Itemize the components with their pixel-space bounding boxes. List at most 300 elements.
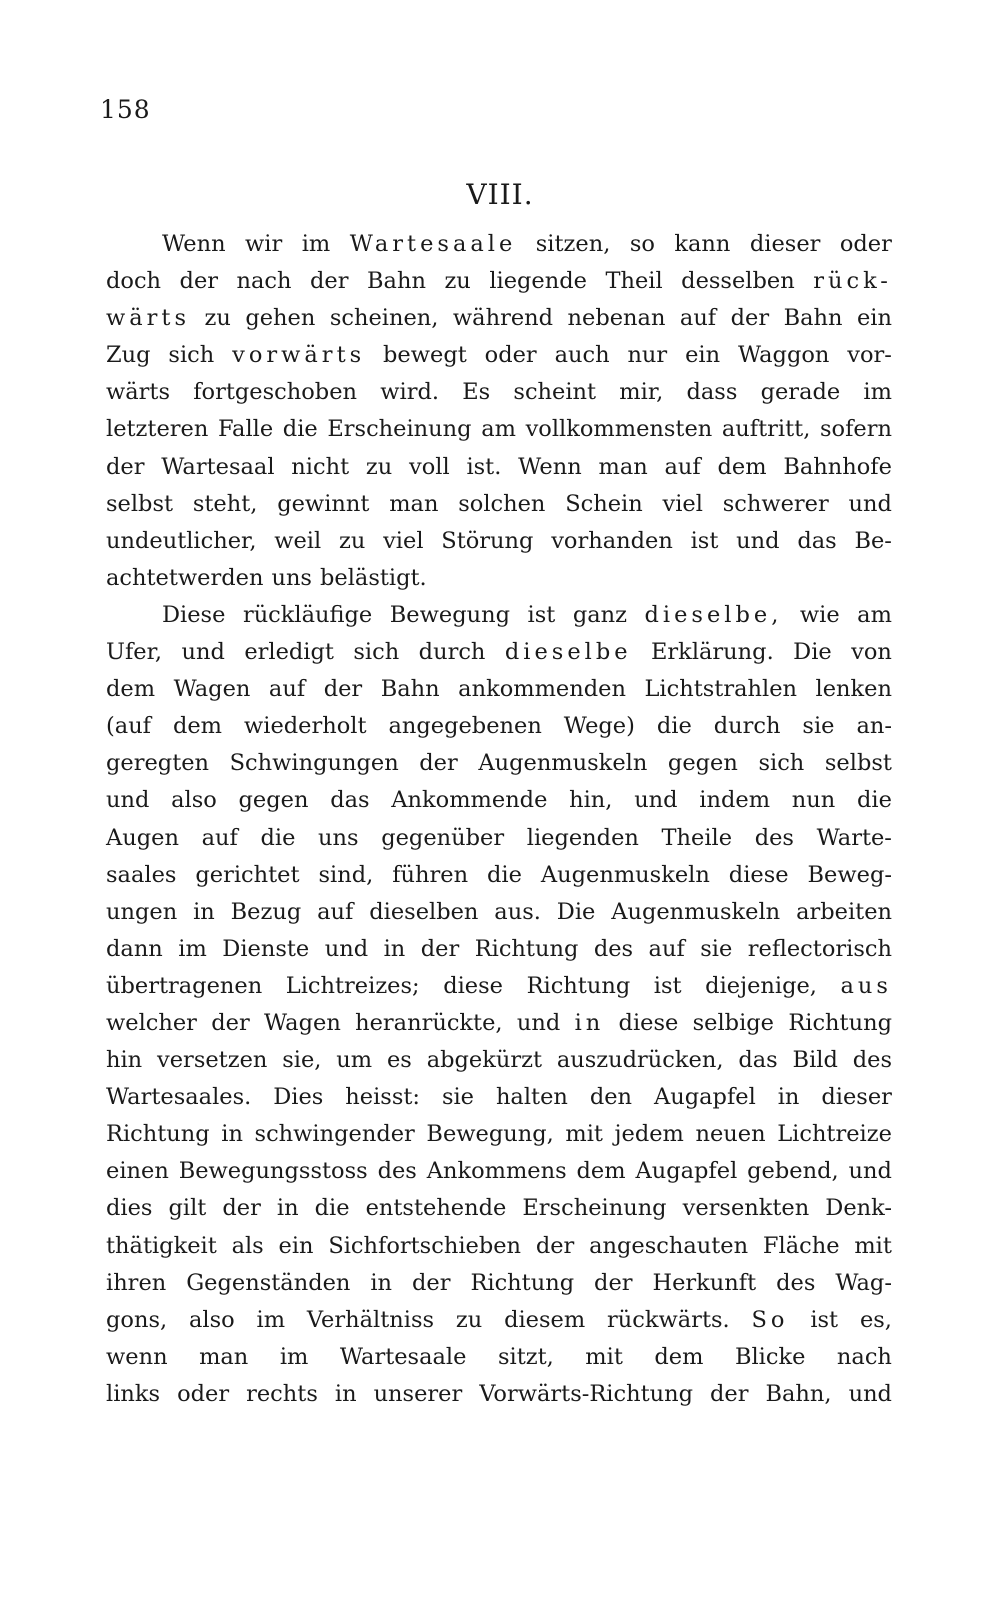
word: und [106, 787, 150, 814]
word: sofern [819, 416, 892, 443]
text-line [106, 1042, 892, 1079]
word: gilt [168, 1195, 207, 1222]
emphasized-word: So [751, 1306, 789, 1333]
word: im [279, 1343, 309, 1370]
emphasized-word: dieselbe, [644, 601, 783, 628]
word: ungen [106, 898, 178, 925]
word: in [383, 935, 406, 962]
text-line [106, 634, 892, 671]
word: selbst [824, 750, 892, 777]
word: dass [686, 379, 738, 406]
word: auszudrücken, [556, 1047, 724, 1074]
word: zu [338, 527, 366, 554]
word: Erklärung. [651, 639, 774, 666]
word: zu [455, 1306, 483, 1333]
word: liegenden [526, 824, 639, 851]
word: gebend, [747, 1158, 839, 1185]
word: jedem [614, 1121, 684, 1148]
word: Erscheinung [327, 416, 472, 443]
word: im [863, 379, 892, 406]
word: der [535, 1232, 575, 1259]
word: in [193, 898, 215, 925]
word: dies [106, 1195, 153, 1222]
word: das [330, 787, 370, 814]
word: auf [268, 676, 306, 703]
word: wenn [106, 1343, 168, 1370]
word: die [282, 416, 318, 443]
word: halten [495, 1084, 568, 1111]
word: am [857, 601, 892, 628]
word: in [777, 1084, 800, 1111]
word: indem [699, 787, 771, 814]
text-line [106, 1079, 892, 1116]
word: Wartesaales. [106, 1084, 252, 1111]
word: unserer [373, 1380, 463, 1407]
word: ist [810, 1306, 839, 1333]
word: mit [854, 1232, 892, 1259]
word: auf [664, 453, 701, 480]
word: Wenn [518, 453, 582, 480]
word: ein [685, 342, 721, 369]
word: der [594, 1269, 633, 1296]
word: und [848, 1158, 892, 1185]
word: heisst: [345, 1084, 420, 1111]
word: ist [653, 972, 682, 999]
word: so [629, 231, 655, 257]
word: Blicke [734, 1343, 806, 1370]
body-text [106, 226, 892, 1413]
word: des [593, 935, 634, 962]
word: oder [839, 231, 892, 257]
word: im [178, 935, 207, 962]
word: wird. [380, 379, 440, 406]
word: Bahn [380, 676, 440, 703]
word: vor- [847, 342, 892, 369]
word: fortgeschoben [193, 379, 358, 406]
word: man [389, 490, 439, 517]
text-line [106, 263, 892, 300]
text-line [106, 1116, 892, 1153]
word: letzteren [106, 416, 209, 443]
word: sitzt, [497, 1343, 554, 1370]
text-line [106, 1302, 892, 1339]
word: sie [441, 1084, 474, 1111]
word: der [730, 305, 770, 332]
word: es, [859, 1306, 892, 1333]
word: Ankommende [391, 787, 548, 814]
word: auf [648, 935, 685, 962]
word: sich [758, 750, 805, 777]
word: angeschauten [589, 1232, 749, 1259]
word: Beweg- [807, 861, 892, 888]
word: nach [836, 1343, 892, 1370]
text-line [106, 1190, 892, 1227]
emphasized-word: rück- [813, 268, 892, 295]
word: Wege) [563, 713, 635, 740]
word: thätigkeit [106, 1232, 217, 1259]
text-line [106, 1153, 892, 1190]
text-line [106, 968, 892, 1005]
word: diejenige, [705, 972, 817, 999]
word: wir [245, 231, 283, 257]
text-line [106, 1339, 892, 1376]
word: ein [856, 305, 892, 332]
word: nebenan [567, 305, 666, 332]
word: vorhanden [551, 527, 673, 554]
word: ihren [106, 1269, 167, 1296]
word: ein [278, 1232, 314, 1259]
word: oder [177, 1380, 230, 1407]
word: ankommenden [458, 676, 626, 703]
emphasized-word: Wartesaale [349, 231, 517, 257]
word: Dienste [222, 935, 310, 962]
word: diese [618, 1009, 679, 1036]
word: wiederholt [243, 713, 367, 740]
word: sie [802, 713, 835, 740]
word: Verhältniss [306, 1306, 435, 1333]
text-line [106, 374, 892, 411]
word: Wagen [173, 676, 251, 703]
word: schwingender [254, 1121, 415, 1148]
word: wärts [106, 379, 171, 406]
word: Zug [106, 342, 151, 369]
word: liegende [489, 268, 587, 295]
word: führen [392, 861, 469, 888]
text-line [106, 1376, 892, 1413]
word: links [106, 1380, 161, 1407]
word: man [598, 453, 648, 480]
word: kann [674, 231, 731, 257]
word: dem [106, 676, 156, 703]
word: geregten [106, 750, 210, 777]
chapter-heading: VIII. [466, 178, 534, 211]
word: des [776, 1269, 816, 1296]
word: Lichtreizes; [285, 972, 420, 999]
word: gerichtet [195, 861, 300, 888]
word: als [231, 1232, 264, 1259]
word: Falle [217, 416, 274, 443]
word: und [634, 787, 678, 814]
word: belästigt. [319, 564, 427, 591]
word: zu [365, 453, 393, 480]
word: durch [418, 639, 486, 666]
word: Diese [162, 601, 226, 628]
text-line [106, 820, 892, 857]
word: dem [576, 1158, 626, 1185]
word: sie, [282, 1047, 322, 1074]
word: der [323, 676, 363, 703]
word: Augen [106, 824, 179, 851]
word: zu [444, 268, 471, 295]
word: Bewegung [389, 601, 510, 628]
word: nur [627, 342, 668, 369]
word: dem [717, 453, 767, 480]
word: Wagen [264, 1009, 341, 1036]
word: selbige [692, 1009, 775, 1036]
word: Theile [661, 824, 733, 851]
word: in [370, 1269, 393, 1296]
word: durch [713, 713, 781, 740]
word: Be- [854, 527, 892, 554]
word: reflectorisch [747, 935, 892, 962]
word: Bewegungsstoss [178, 1158, 368, 1185]
word: dieselben [369, 898, 479, 925]
word: heranrückte, [355, 1009, 503, 1036]
word: vollkommensten [525, 416, 713, 443]
word: Wartesaal [161, 453, 275, 480]
word: und [848, 1380, 892, 1407]
word: der [420, 935, 460, 962]
word: Ankommens [426, 1158, 567, 1185]
word: Schwingungen [229, 750, 399, 777]
word: viel [662, 490, 703, 517]
word: der [211, 1009, 250, 1036]
text-line [106, 857, 892, 894]
word: auftritt, [721, 416, 811, 443]
word: Die [793, 639, 832, 666]
word: Theil [605, 268, 663, 295]
text-line [106, 411, 892, 448]
word: saales [106, 861, 177, 888]
word: erledigt [244, 639, 334, 666]
word: Fläche [762, 1232, 840, 1259]
word: Richtung [106, 1121, 210, 1148]
text-line [106, 449, 892, 486]
word: angegebenen [388, 713, 542, 740]
word: lenken [815, 676, 892, 703]
word: undeutlicher, [106, 527, 257, 554]
word: der [106, 453, 145, 480]
word: und [324, 935, 369, 962]
word: Es [462, 379, 491, 406]
word: einen [106, 1158, 169, 1185]
word: rückläufige [242, 601, 373, 628]
word: Wag- [835, 1269, 892, 1296]
word: Herkunft [652, 1269, 757, 1296]
text-line [106, 597, 892, 634]
word: der [310, 268, 349, 295]
emphasized-word: aus [840, 972, 892, 999]
word: des [377, 1158, 417, 1185]
word: der [710, 1380, 749, 1407]
word: nun [791, 787, 836, 814]
word: Bild [792, 1047, 838, 1074]
word: das [738, 1047, 778, 1074]
word: sich [168, 342, 215, 369]
emphasized-word: dieselbe [504, 639, 632, 666]
word: gerade [760, 379, 841, 406]
word: Waggon [737, 342, 830, 369]
word: sich [353, 639, 400, 666]
word: versetzen [157, 1047, 268, 1074]
word: Augenmuskeln [540, 861, 710, 888]
word: gegen [238, 787, 309, 814]
text-line [106, 486, 892, 523]
word: steht, [192, 490, 258, 517]
word: ganz [572, 601, 627, 628]
word: auf [317, 898, 354, 925]
word: aus. [494, 898, 541, 925]
word: dem [654, 1343, 704, 1370]
word: ist. [466, 453, 502, 480]
word: Vorwärts-Richtung [479, 1380, 693, 1407]
word: Wenn [162, 231, 226, 257]
word: neuen [695, 1121, 766, 1148]
word: in [276, 1195, 299, 1222]
page-number: 158 [100, 95, 151, 124]
word: um [336, 1047, 373, 1074]
word: wie [799, 601, 840, 628]
text-line [106, 560, 892, 597]
word: Bahn [367, 268, 426, 295]
word: auch [554, 342, 610, 369]
word: voll [409, 453, 450, 480]
word: im [256, 1306, 286, 1333]
word: Bahn [783, 305, 843, 332]
word: gehen [245, 305, 316, 332]
word: Warte- [816, 824, 892, 851]
text-line [106, 300, 892, 337]
text-line [106, 671, 892, 708]
word: diese [443, 972, 503, 999]
word: gegenüber [381, 824, 505, 851]
word: auf [679, 305, 717, 332]
text-line [106, 523, 892, 560]
word: diese [728, 861, 789, 888]
text-line [106, 782, 892, 819]
text-line [106, 931, 892, 968]
word: dann [106, 935, 163, 962]
word: Erscheinung [522, 1195, 667, 1222]
word: die [656, 713, 692, 740]
word: dieser [821, 1084, 892, 1111]
word: Bahnhofe [783, 453, 892, 480]
word: Richtung [474, 935, 579, 962]
word: man [199, 1343, 249, 1370]
word: Lichtreize [777, 1121, 892, 1148]
word: Dies [273, 1084, 324, 1111]
word: gegen [667, 750, 738, 777]
word: Augenmuskeln [478, 750, 648, 777]
word: Störung [441, 527, 534, 554]
text-line [106, 894, 892, 931]
word: schwerer [722, 490, 829, 517]
word: rückwärts. [607, 1306, 730, 1333]
word: der [179, 268, 219, 295]
word: hin [106, 1047, 143, 1074]
word: uns [318, 824, 359, 851]
word: des [852, 1047, 892, 1074]
word: viel [383, 527, 424, 554]
word: Denk- [825, 1195, 892, 1222]
word: gons, [106, 1306, 168, 1333]
word: den [589, 1084, 633, 1111]
word: Sichfortschieben [328, 1232, 522, 1259]
word: Die [556, 898, 596, 925]
word: Richtung [526, 972, 631, 999]
word: sitzen, [535, 231, 611, 257]
word: der [222, 1195, 261, 1222]
word: am [481, 416, 516, 443]
word: desselben [681, 268, 795, 295]
word: es [386, 1047, 412, 1074]
word: hin, [569, 787, 613, 814]
word: ist [527, 601, 556, 628]
word: auf [201, 824, 238, 851]
word: Bezug [230, 898, 302, 925]
text-line [106, 337, 892, 374]
word: Augapfel [635, 1158, 738, 1185]
text-line [106, 708, 892, 745]
word: arbeiten [796, 898, 892, 925]
text-line [106, 1005, 892, 1042]
word: solchen [458, 490, 546, 517]
emphasized-word: vorwärts [232, 342, 366, 369]
word: die [487, 861, 522, 888]
word: und [181, 639, 225, 666]
word: Lichtstrahlen [644, 676, 798, 703]
word: in [334, 1380, 357, 1407]
word: nach [236, 268, 292, 295]
word: also [171, 787, 217, 814]
word: die [260, 824, 296, 851]
word: diesem [504, 1306, 586, 1333]
word: Wartesaale [339, 1343, 467, 1370]
word: Augapfel [653, 1084, 756, 1111]
word: und [848, 490, 892, 517]
word: mit [565, 1121, 603, 1148]
word: sind, [318, 861, 374, 888]
word: Bewegung, [426, 1121, 554, 1148]
word: die [314, 1195, 350, 1222]
text-line [106, 226, 892, 263]
word: in [221, 1121, 243, 1148]
word: und [516, 1009, 561, 1036]
text-line [106, 1265, 892, 1302]
text-line [106, 1228, 892, 1265]
word: achtetwerden [106, 564, 264, 591]
word: von [851, 639, 892, 666]
word: Richtung [470, 1269, 575, 1296]
word: ist [690, 527, 719, 554]
word: doch [106, 268, 162, 295]
word: selbst [106, 490, 174, 517]
word: im [301, 231, 331, 257]
word: (auf [106, 713, 152, 740]
word: also [188, 1306, 235, 1333]
word: der [412, 1269, 451, 1296]
word: rechts [246, 1380, 318, 1407]
word: uns [271, 564, 312, 591]
word: sie [700, 935, 733, 962]
word: der [419, 750, 458, 777]
word: mir, [619, 379, 664, 406]
emphasized-word: wärts [106, 305, 191, 332]
word: dem [172, 713, 223, 740]
word: oder [484, 342, 537, 369]
word: Augenmuskeln [611, 898, 781, 925]
word: weil [274, 527, 322, 554]
word: bewegt [383, 342, 467, 369]
word: nicht [291, 453, 350, 480]
word: des [754, 824, 794, 851]
word: dieser [749, 231, 821, 257]
word: scheint [513, 379, 597, 406]
word: und [736, 527, 780, 554]
word: mit [585, 1343, 623, 1370]
word: entstehende [365, 1195, 507, 1222]
word: Schein [565, 490, 643, 517]
